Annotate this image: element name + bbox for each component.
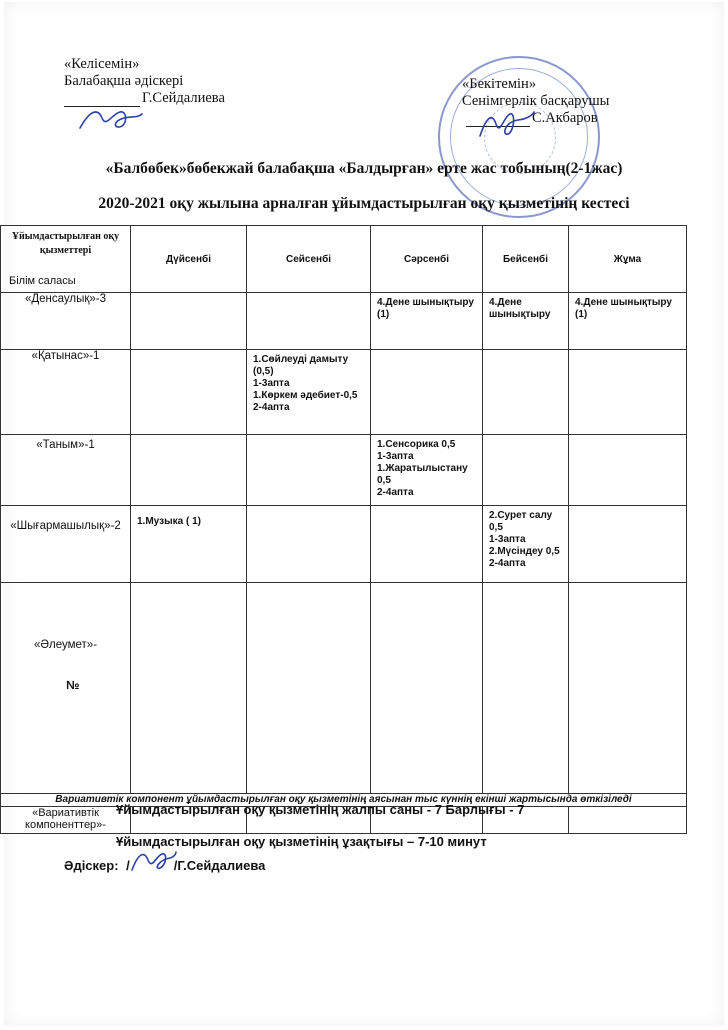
area-cell: «Таным»-1 bbox=[1, 435, 131, 506]
cell-text bbox=[483, 583, 568, 591]
variative-note: Вариативтік компонент ұйымдастырылған оқу қызметінің аясынан тыс күннің екінші жартысында өткізіледі bbox=[1, 794, 687, 807]
corner-header: Ұйымдастырылған оқу қызметтері bbox=[11, 231, 120, 256]
schedule-cell bbox=[131, 435, 247, 506]
number-mark: № bbox=[66, 678, 80, 692]
area-cell: «Қатынас»-1 bbox=[1, 350, 131, 435]
schedule-cell bbox=[569, 350, 687, 435]
schedule-cell bbox=[569, 583, 687, 794]
schedule-cell bbox=[569, 293, 687, 350]
cell-text bbox=[569, 583, 686, 591]
schedule-cell bbox=[569, 807, 687, 834]
day-header-thursday: Бейсенбі bbox=[483, 226, 569, 293]
schedule-cell bbox=[247, 506, 371, 583]
schedule-cell bbox=[131, 350, 247, 435]
schedule-cell bbox=[247, 583, 371, 794]
schedule-cell bbox=[131, 583, 247, 794]
cell-text: 2.Сурет салу 0,5 1-3апта 2.Мүсіндеу 0,5 2-4апта bbox=[489, 510, 560, 569]
table-row bbox=[1, 293, 687, 350]
cell-text bbox=[569, 350, 686, 358]
right-signature-mark bbox=[474, 108, 538, 142]
cell-text bbox=[247, 435, 370, 443]
methodist-name: /Г.Сейдалиева bbox=[173, 858, 266, 873]
area-cell: «Денсаулық»-3 bbox=[1, 293, 131, 350]
cell-text: 1.Сөйлеуді дамыту (0,5) 1-3апта 1.Көркем әдебиет-0,5 2-4апта bbox=[253, 354, 358, 413]
schedule-table bbox=[0, 225, 687, 834]
table-row bbox=[1, 506, 687, 583]
cell-text bbox=[371, 350, 482, 358]
approval-left-block bbox=[64, 56, 225, 107]
cell-text bbox=[569, 506, 686, 514]
table-row bbox=[1, 435, 687, 506]
day-header-wednesday: Сәрсенбі bbox=[371, 226, 483, 293]
schedule-cell bbox=[131, 506, 247, 583]
schedule-cell bbox=[569, 435, 687, 506]
cell-text: 4.Дене шынықтыру (1) bbox=[377, 297, 474, 320]
header-row bbox=[1, 226, 687, 293]
cell-text: 1.Музыка ( 1) bbox=[137, 516, 201, 527]
cell-text bbox=[131, 350, 246, 358]
approval-left-position: Балабақша әдіскері bbox=[64, 73, 184, 89]
approval-left-agree: «Келісемін» bbox=[64, 56, 140, 72]
day-header-tuesday: Сейсенбі bbox=[247, 226, 371, 293]
summary-duration: Ұйымдастырылған оқу қызметінің ұзақтығы – 7-10 минут bbox=[116, 834, 487, 849]
cell-text bbox=[569, 435, 686, 443]
schedule-cell bbox=[131, 293, 247, 350]
schedule-cell bbox=[371, 506, 483, 583]
schedule-cell bbox=[483, 293, 569, 350]
cell-text: 1.Сенсорика 0,5 1-3апта 1.Жаратылыстану 0,5 2-4апта bbox=[377, 439, 468, 498]
schedule-cell bbox=[483, 583, 569, 794]
schedule-cell bbox=[247, 435, 371, 506]
approval-right-approve: «Бекітемін» bbox=[462, 76, 537, 92]
table-row bbox=[1, 583, 687, 794]
left-signature-mark bbox=[76, 104, 146, 134]
schedule-cell bbox=[483, 350, 569, 435]
approval-right-position: Сенімгерлік басқарушы bbox=[462, 93, 610, 109]
cell-text bbox=[483, 435, 568, 443]
table-row bbox=[1, 350, 687, 435]
methodist-label: Әдіскер: bbox=[64, 858, 119, 873]
schedule-cell bbox=[371, 293, 483, 350]
summary-total: Ұйымдастырылған оқу қызметінің жалпы саны - 7 Барлығы - 7 bbox=[116, 802, 525, 817]
cell-text bbox=[371, 583, 482, 591]
cell-text bbox=[131, 293, 246, 301]
cell-text bbox=[131, 583, 246, 591]
schedule-cell bbox=[569, 506, 687, 583]
corner-subheader: Білім саласы bbox=[9, 275, 76, 287]
schedule-cell bbox=[483, 435, 569, 506]
document-title: «Балбөбек»бөбекжай балабақша «Балдырған» ерте жас тобының(2-1жас) bbox=[105, 160, 623, 177]
cell-text bbox=[247, 506, 370, 514]
cell-text: 4.Дене шынықтыру bbox=[489, 297, 551, 320]
corner-header-cell bbox=[1, 226, 131, 293]
schedule-cell bbox=[483, 506, 569, 583]
document-subtitle: 2020-2021 оқу жылына арналған ұйымдастырылған оқу қызметінің кестесі bbox=[98, 195, 630, 212]
bottom-signature-mark bbox=[128, 846, 178, 876]
approval-left-name: Г.Сейдалиева bbox=[142, 90, 225, 106]
day-header-friday: Жұма bbox=[569, 226, 687, 293]
schedule-cell bbox=[371, 350, 483, 435]
schedule-cell bbox=[247, 350, 371, 435]
schedule-cell bbox=[247, 293, 371, 350]
cell-text bbox=[247, 583, 370, 591]
methodist-slash: / bbox=[126, 858, 130, 873]
cell-text bbox=[247, 293, 370, 301]
cell-text bbox=[371, 506, 482, 514]
cell-text: 4.Дене шынықтыру (1) bbox=[575, 297, 672, 320]
schedule-cell bbox=[371, 583, 483, 794]
area-cell: «Әлеумет»- bbox=[1, 583, 131, 794]
schedule-cell bbox=[371, 435, 483, 506]
approval-right-name: С.Акбаров bbox=[532, 110, 598, 126]
day-header-monday: Дүйсенбі bbox=[131, 226, 247, 293]
cell-text bbox=[483, 350, 568, 358]
area-cell: «Шығармашылық»-2 bbox=[1, 506, 131, 583]
cell-text bbox=[131, 435, 246, 443]
variative-area-cell: «Вариативтік компоненттер»- bbox=[1, 807, 131, 834]
